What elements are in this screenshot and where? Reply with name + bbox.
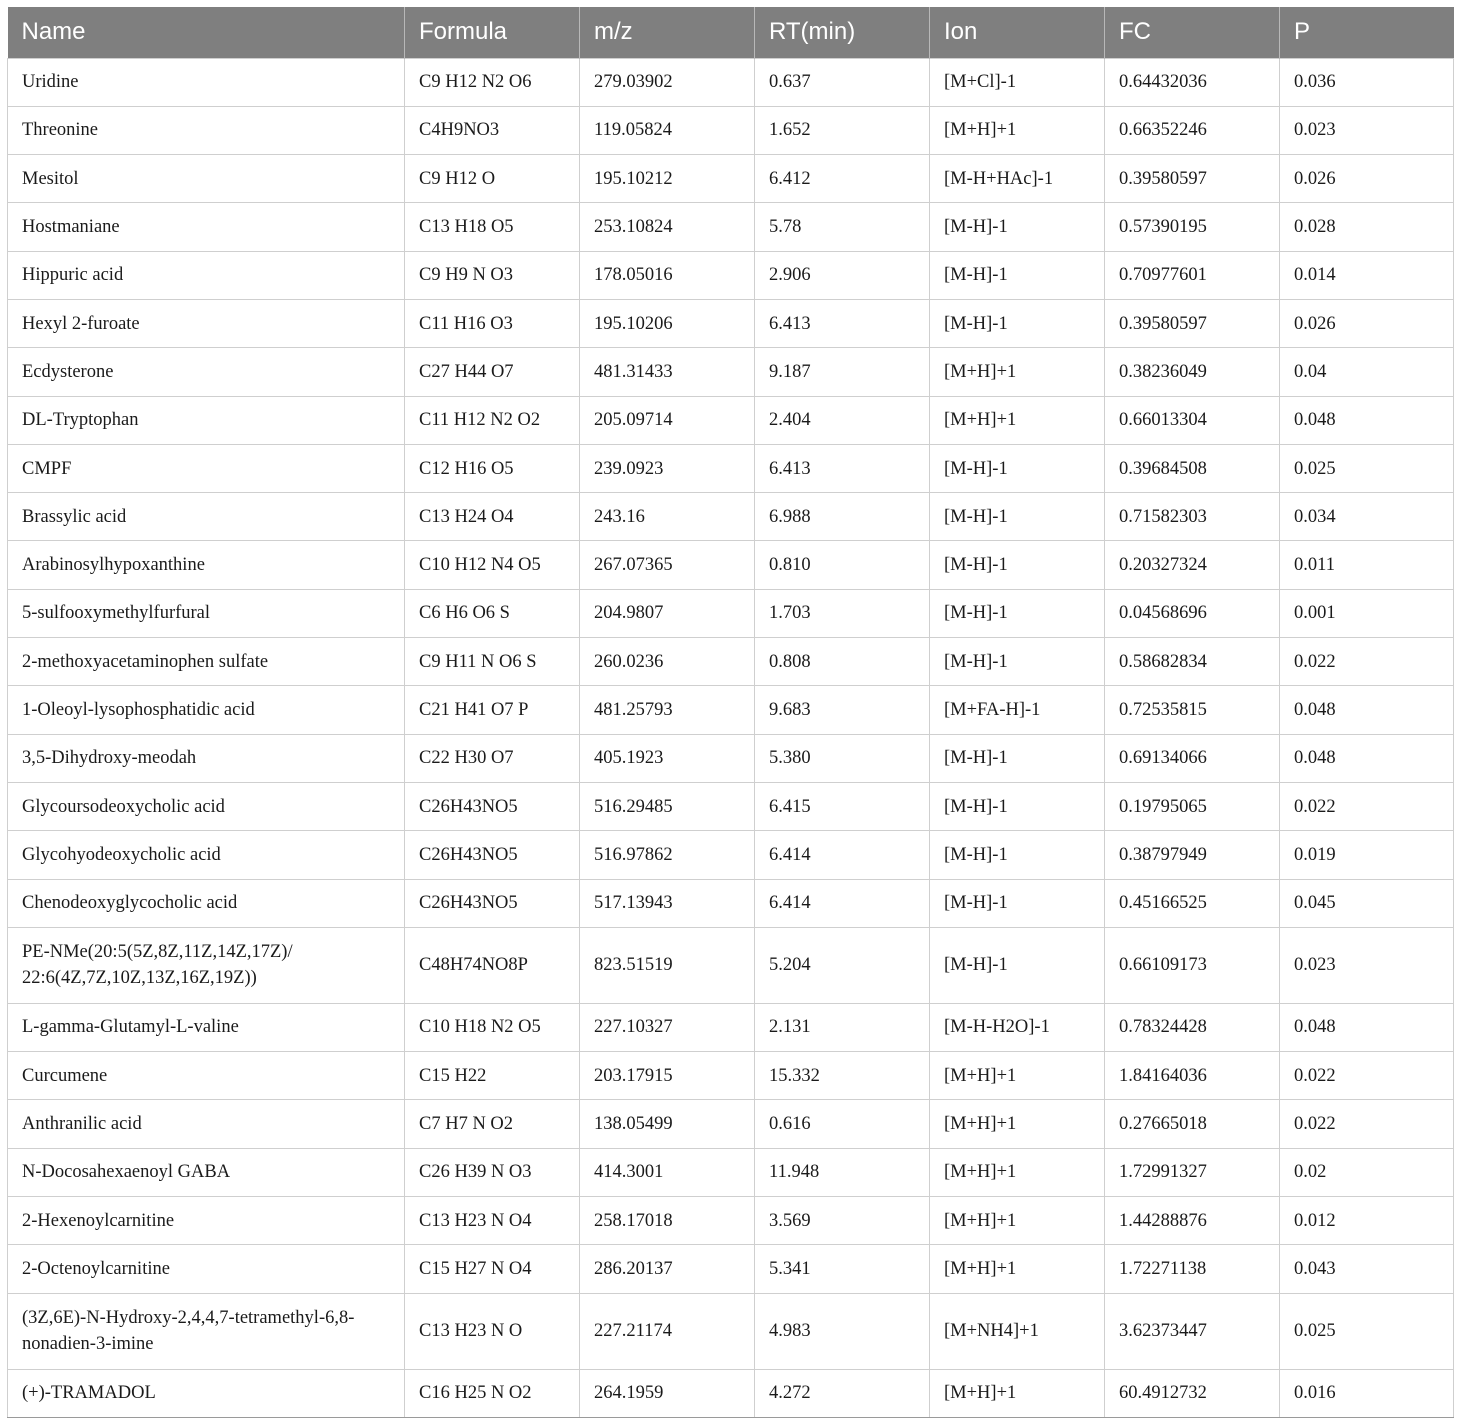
p-cell: 0.026 (1280, 299, 1454, 347)
table-row (8, 1003, 1454, 1051)
p-cell: 0.023 (1280, 927, 1454, 1003)
name-text: N-Docosahexaenoyl GABA (22, 1162, 231, 1183)
ion-cell: [M+H]+1 (930, 348, 1105, 396)
name-cell (8, 734, 405, 782)
ion-cell: [M+H]+1 (930, 106, 1105, 154)
rt-cell: 6.412 (755, 155, 930, 203)
p-cell: 0.001 (1280, 589, 1454, 637)
mz-cell: 260.0236 (580, 638, 755, 686)
p-cell: 0.022 (1280, 1100, 1454, 1148)
header-fc: FC (1105, 7, 1280, 58)
name-text: 2-Octenoylcarnitine (22, 1258, 170, 1279)
mz-cell: 267.07365 (580, 541, 755, 589)
ion-cell: [M+H]+1 (930, 1052, 1105, 1100)
formula-cell: C15 H27 N O4 (405, 1245, 580, 1293)
formula-cell: C6 H6 O6 S (405, 589, 580, 637)
rt-cell: 2.131 (755, 1003, 930, 1051)
name-text: DL-Tryptophan (22, 410, 139, 431)
p-cell: 0.026 (1280, 155, 1454, 203)
table-row (8, 686, 1454, 734)
name-cell (8, 879, 405, 927)
header-formula: Formula (405, 7, 580, 58)
p-cell: 0.048 (1280, 686, 1454, 734)
rt-cell: 6.414 (755, 879, 930, 927)
fc-cell: 0.70977601 (1105, 251, 1280, 299)
p-cell: 0.045 (1280, 879, 1454, 927)
fc-cell: 0.19795065 (1105, 782, 1280, 830)
table-row (8, 1369, 1454, 1417)
fc-cell: 0.66109173 (1105, 927, 1280, 1003)
formula-cell: C26H43NO5 (405, 879, 580, 927)
formula-cell: C26H43NO5 (405, 831, 580, 879)
name-cell (8, 1245, 405, 1293)
ion-cell: [M-H]-1 (930, 879, 1105, 927)
ion-cell: [M+H]+1 (930, 1197, 1105, 1245)
p-cell: 0.025 (1280, 1293, 1454, 1369)
header-p: P (1280, 7, 1454, 58)
table-row (8, 444, 1454, 492)
formula-cell: C26 H39 N O3 (405, 1148, 580, 1196)
formula-cell: C9 H12 N2 O6 (405, 58, 580, 106)
table-row (8, 638, 1454, 686)
rt-cell: 11.948 (755, 1148, 930, 1196)
mz-cell: 823.51519 (580, 927, 755, 1003)
p-cell: 0.016 (1280, 1369, 1454, 1417)
p-cell: 0.04 (1280, 348, 1454, 396)
fc-cell: 3.62373447 (1105, 1293, 1280, 1369)
table-row (8, 927, 1454, 1003)
ion-cell: [M+H]+1 (930, 1148, 1105, 1196)
name-cell (8, 782, 405, 830)
ion-cell: [M+H]+1 (930, 396, 1105, 444)
formula-cell: C13 H24 O4 (405, 493, 580, 541)
p-cell: 0.019 (1280, 831, 1454, 879)
name-text: Anthranilic acid (22, 1114, 142, 1135)
rt-cell: 0.637 (755, 58, 930, 106)
ion-cell: [M-H-H2O]-1 (930, 1003, 1105, 1051)
p-cell: 0.011 (1280, 541, 1454, 589)
name-cell (8, 444, 405, 492)
mz-cell: 138.05499 (580, 1100, 755, 1148)
mz-cell: 195.10206 (580, 299, 755, 347)
rt-cell: 5.380 (755, 734, 930, 782)
ion-cell: [M+H]+1 (930, 1100, 1105, 1148)
table-row (8, 1148, 1454, 1196)
mz-cell: 205.09714 (580, 396, 755, 444)
rt-cell: 5.204 (755, 927, 930, 1003)
table-header (8, 7, 1454, 58)
formula-cell: C9 H11 N O6 S (405, 638, 580, 686)
ion-cell: [M-H]-1 (930, 299, 1105, 347)
name-cell (8, 1100, 405, 1148)
mz-cell: 178.05016 (580, 251, 755, 299)
rt-cell: 9.683 (755, 686, 930, 734)
formula-cell: C9 H9 N O3 (405, 251, 580, 299)
p-cell: 0.034 (1280, 493, 1454, 541)
formula-cell: C11 H12 N2 O2 (405, 396, 580, 444)
p-cell: 0.022 (1280, 638, 1454, 686)
fc-cell: 0.78324428 (1105, 1003, 1280, 1051)
name-cell (8, 1052, 405, 1100)
formula-cell: C16 H25 N O2 (405, 1369, 580, 1417)
name-text: 2-Hexenoylcarnitine (22, 1210, 175, 1231)
name-cell (8, 493, 405, 541)
fc-cell: 60.4912732 (1105, 1369, 1280, 1417)
table-row (8, 831, 1454, 879)
mz-cell: 481.25793 (580, 686, 755, 734)
ion-cell: [M-H]-1 (930, 251, 1105, 299)
fc-cell: 0.69134066 (1105, 734, 1280, 782)
mz-cell: 516.29485 (580, 782, 755, 830)
fc-cell: 0.20327324 (1105, 541, 1280, 589)
rt-cell: 5.78 (755, 203, 930, 251)
fc-cell: 1.44288876 (1105, 1197, 1280, 1245)
name-text: Hexyl 2-furoate (22, 313, 140, 334)
name-text: Curcumene (22, 1065, 108, 1086)
name-text: Glycohyodeoxycholic acid (22, 844, 221, 865)
mz-cell: 258.17018 (580, 1197, 755, 1245)
name-text: Threonine (22, 120, 99, 141)
mz-cell: 203.17915 (580, 1052, 755, 1100)
metabolite-table (7, 7, 1454, 1418)
p-cell: 0.022 (1280, 1052, 1454, 1100)
ion-cell: [M-H]-1 (930, 203, 1105, 251)
fc-cell: 0.39580597 (1105, 299, 1280, 347)
p-cell: 0.014 (1280, 251, 1454, 299)
rt-cell: 6.414 (755, 831, 930, 879)
table-row (8, 1293, 1454, 1369)
name-text: (3Z,6E)-N-Hydroxy-2,4,4,7-tetramethyl-6,8- (22, 1308, 355, 1329)
mz-cell: 481.31433 (580, 348, 755, 396)
ion-cell: [M+H]+1 (930, 1245, 1105, 1293)
formula-cell: C9 H12 O (405, 155, 580, 203)
formula-cell: C13 H18 O5 (405, 203, 580, 251)
fc-cell: 0.45166525 (1105, 879, 1280, 927)
name-cell (8, 1369, 405, 1417)
mz-cell: 243.16 (580, 493, 755, 541)
formula-cell: C27 H44 O7 (405, 348, 580, 396)
fc-cell: 0.72535815 (1105, 686, 1280, 734)
ion-cell: [M-H]-1 (930, 444, 1105, 492)
header-row (8, 7, 1454, 58)
mz-cell: 517.13943 (580, 879, 755, 927)
mz-cell: 414.3001 (580, 1148, 755, 1196)
rt-cell: 5.341 (755, 1245, 930, 1293)
table-row (8, 1052, 1454, 1100)
name-text: Brassylic acid (22, 506, 127, 527)
formula-cell: C13 H23 N O (405, 1293, 580, 1369)
ion-cell: [M-H]-1 (930, 493, 1105, 541)
name-text: Arabinosylhypoxanthine (22, 555, 205, 576)
name-text: 2-methoxyacetaminophen sulfate (22, 651, 269, 672)
ion-cell: [M-H]-1 (930, 541, 1105, 589)
mz-cell: 227.10327 (580, 1003, 755, 1051)
p-cell: 0.023 (1280, 106, 1454, 154)
mz-cell: 239.0923 (580, 444, 755, 492)
formula-cell: C22 H30 O7 (405, 734, 580, 782)
ion-cell: [M+NH4]+1 (930, 1293, 1105, 1369)
header-name: Name (8, 7, 405, 58)
table-row (8, 348, 1454, 396)
formula-cell: C21 H41 O7 P (405, 686, 580, 734)
name-cell (8, 1003, 405, 1051)
name-cell (8, 686, 405, 734)
name-text: Ecdysterone (22, 361, 114, 382)
ion-cell: [M-H+HAc]-1 (930, 155, 1105, 203)
formula-cell: C48H74NO8P (405, 927, 580, 1003)
formula-cell: C15 H22 (405, 1052, 580, 1100)
formula-cell: C10 H12 N4 O5 (405, 541, 580, 589)
fc-cell: 1.72271138 (1105, 1245, 1280, 1293)
table-row (8, 155, 1454, 203)
ion-cell: [M-H]-1 (930, 589, 1105, 637)
name-cell (8, 638, 405, 686)
table-row (8, 396, 1454, 444)
header-rt: RT(min) (755, 7, 930, 58)
rt-cell: 6.413 (755, 299, 930, 347)
fc-cell: 0.58682834 (1105, 638, 1280, 686)
name-text: 3,5-Dihydroxy-meodah (22, 748, 197, 769)
table-body (8, 58, 1454, 1417)
table-row (8, 106, 1454, 154)
rt-cell: 0.808 (755, 638, 930, 686)
table-row (8, 203, 1454, 251)
name-cell (8, 299, 405, 347)
name-text: Hostmaniane (22, 217, 120, 238)
table-row (8, 1197, 1454, 1245)
mz-cell: 264.1959 (580, 1369, 755, 1417)
mz-cell: 119.05824 (580, 106, 755, 154)
rt-cell: 4.272 (755, 1369, 930, 1417)
name-cell (8, 589, 405, 637)
name-text: Uridine (22, 72, 79, 93)
ion-cell: [M-H]-1 (930, 734, 1105, 782)
name-text: 5-sulfooxymethylfurfural (22, 603, 211, 624)
rt-cell: 6.988 (755, 493, 930, 541)
table-row (8, 879, 1454, 927)
p-cell: 0.048 (1280, 396, 1454, 444)
rt-cell: 15.332 (755, 1052, 930, 1100)
ion-cell: [M+Cl]-1 (930, 58, 1105, 106)
table-row (8, 299, 1454, 347)
name-text: Chenodeoxyglycocholic acid (22, 893, 238, 914)
mz-cell: 279.03902 (580, 58, 755, 106)
rt-cell: 4.983 (755, 1293, 930, 1369)
fc-cell: 0.64432036 (1105, 58, 1280, 106)
p-cell: 0.036 (1280, 58, 1454, 106)
table-row (8, 541, 1454, 589)
name-text: PE-NMe(20:5(5Z,8Z,11Z,14Z,17Z)/ (22, 942, 293, 963)
fc-cell: 0.27665018 (1105, 1100, 1280, 1148)
p-cell: 0.012 (1280, 1197, 1454, 1245)
name-cell (8, 396, 405, 444)
rt-cell: 0.616 (755, 1100, 930, 1148)
formula-cell: C13 H23 N O4 (405, 1197, 580, 1245)
formula-cell: C12 H16 O5 (405, 444, 580, 492)
mz-cell: 253.10824 (580, 203, 755, 251)
rt-cell: 1.652 (755, 106, 930, 154)
name-cell (8, 1197, 405, 1245)
fc-cell: 0.04568696 (1105, 589, 1280, 637)
name-text: CMPF (22, 458, 72, 479)
fc-cell: 0.57390195 (1105, 203, 1280, 251)
p-cell: 0.048 (1280, 734, 1454, 782)
ion-cell: [M-H]-1 (930, 638, 1105, 686)
header-ion: Ion (930, 7, 1105, 58)
rt-cell: 3.569 (755, 1197, 930, 1245)
rt-cell: 2.906 (755, 251, 930, 299)
mz-cell: 195.10212 (580, 155, 755, 203)
name-cell (8, 1148, 405, 1196)
table-row (8, 734, 1454, 782)
name-text: Mesitol (22, 168, 79, 189)
name-text: Glycoursodeoxycholic acid (22, 796, 225, 817)
formula-cell: C4H9NO3 (405, 106, 580, 154)
rt-cell: 2.404 (755, 396, 930, 444)
name-text: nonadien-3-imine (22, 1334, 154, 1355)
p-cell: 0.02 (1280, 1148, 1454, 1196)
name-cell (8, 541, 405, 589)
formula-cell: C11 H16 O3 (405, 299, 580, 347)
fc-cell: 0.39684508 (1105, 444, 1280, 492)
fc-cell: 1.72991327 (1105, 1148, 1280, 1196)
fc-cell: 0.71582303 (1105, 493, 1280, 541)
formula-cell: C7 H7 N O2 (405, 1100, 580, 1148)
p-cell: 0.043 (1280, 1245, 1454, 1293)
name-cell (8, 203, 405, 251)
fc-cell: 0.39580597 (1105, 155, 1280, 203)
table-row (8, 782, 1454, 830)
name-cell (8, 927, 405, 1003)
fc-cell: 0.66352246 (1105, 106, 1280, 154)
p-cell: 0.028 (1280, 203, 1454, 251)
table-row (8, 58, 1454, 106)
table-row (8, 251, 1454, 299)
mz-cell: 204.9807 (580, 589, 755, 637)
name-text: L-gamma-Glutamyl-L-valine (22, 1017, 239, 1038)
fc-cell: 0.66013304 (1105, 396, 1280, 444)
mz-cell: 286.20137 (580, 1245, 755, 1293)
rt-cell: 1.703 (755, 589, 930, 637)
table-row (8, 493, 1454, 541)
rt-cell: 9.187 (755, 348, 930, 396)
fc-cell: 0.38797949 (1105, 831, 1280, 879)
name-cell (8, 251, 405, 299)
name-text: (+)-TRAMADOL (22, 1383, 156, 1404)
name-text: 22:6(4Z,7Z,10Z,13Z,16Z,19Z)) (22, 968, 257, 989)
rt-cell: 6.415 (755, 782, 930, 830)
formula-cell: C10 H18 N2 O5 (405, 1003, 580, 1051)
name-cell (8, 1293, 405, 1369)
mz-cell: 516.97862 (580, 831, 755, 879)
ion-cell: [M+FA-H]-1 (930, 686, 1105, 734)
name-cell (8, 58, 405, 106)
name-cell (8, 155, 405, 203)
ion-cell: [M+H]+1 (930, 1369, 1105, 1417)
fc-cell: 1.84164036 (1105, 1052, 1280, 1100)
name-cell (8, 106, 405, 154)
ion-cell: [M-H]-1 (930, 831, 1105, 879)
name-text: 1-Oleoyl-lysophosphatidic acid (22, 700, 255, 720)
p-cell: 0.025 (1280, 444, 1454, 492)
p-cell: 0.022 (1280, 782, 1454, 830)
ion-cell: [M-H]-1 (930, 927, 1105, 1003)
fc-cell: 0.38236049 (1105, 348, 1280, 396)
header-mz: m/z (580, 7, 755, 58)
table-row (8, 1100, 1454, 1148)
mz-cell: 405.1923 (580, 734, 755, 782)
name-text: Hippuric acid (22, 265, 124, 286)
mz-cell: 227.21174 (580, 1293, 755, 1369)
table-row (8, 589, 1454, 637)
table-row (8, 1245, 1454, 1293)
ion-cell: [M-H]-1 (930, 782, 1105, 830)
p-cell: 0.048 (1280, 1003, 1454, 1051)
rt-cell: 0.810 (755, 541, 930, 589)
name-cell (8, 348, 405, 396)
formula-cell: C26H43NO5 (405, 782, 580, 830)
rt-cell: 6.413 (755, 444, 930, 492)
name-cell (8, 831, 405, 879)
